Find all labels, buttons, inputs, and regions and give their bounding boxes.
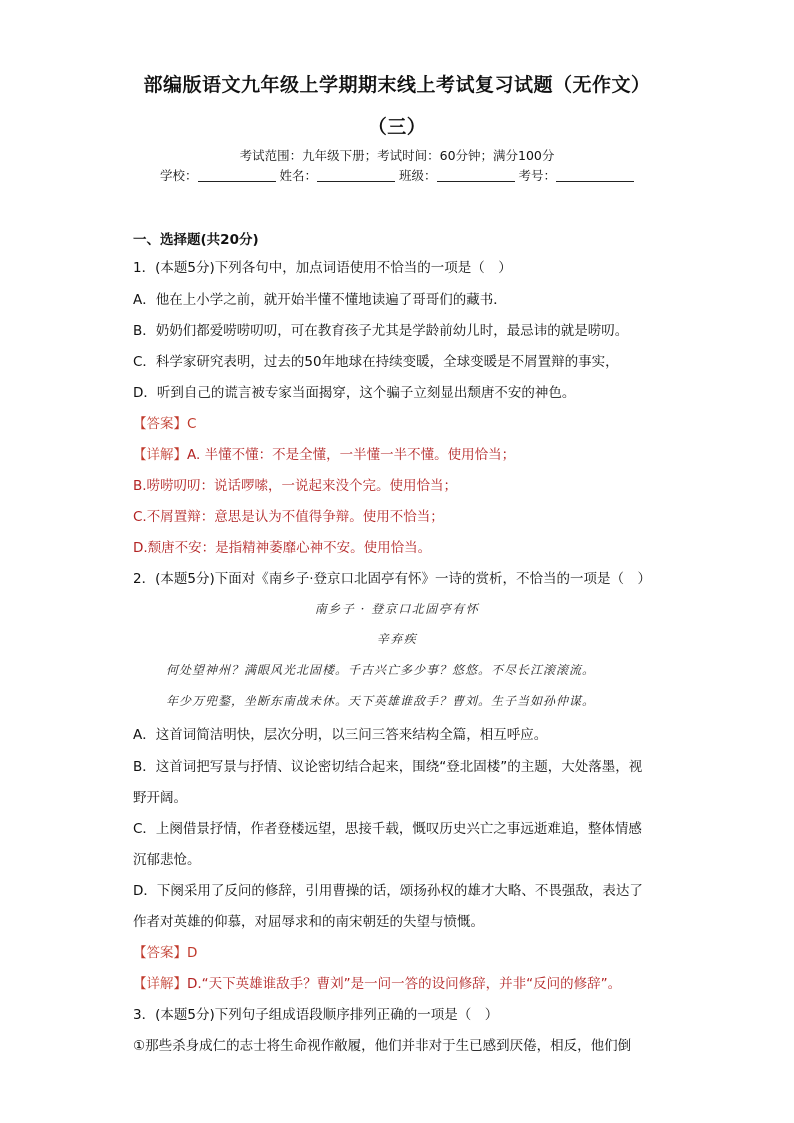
- document-subtitle: （三）: [367, 116, 427, 138]
- q1-answer: [133, 412, 196, 432]
- school-field[interactable]: [198, 169, 276, 182]
- q3-sentence-1: ①那些杀身成仁的志士将生命视作敝履，他们并非对于生已感到厌倦，相反，他们倒: [133, 1038, 632, 1054]
- name-field[interactable]: [317, 169, 395, 182]
- q2-answer: [133, 941, 197, 961]
- poem-line-1: 何处望神州？满眼风光北固楼。千古兴亡多少事？悠悠。不尽长江滚滚流。: [166, 663, 596, 677]
- detail-text: A. 半懂不懂：不是全懂，一半懂一半不懂。使用恰当；: [187, 447, 516, 463]
- q1-detail-2: B.唠唠叨叨：说话啰嗦，一说起来没个完。使用恰当；: [133, 478, 458, 494]
- number-field[interactable]: [556, 169, 634, 182]
- answer-value: D: [187, 945, 198, 961]
- q2-stem: 2．(本题5分)下面对《南乡子·登京口北固亭有怀》一诗的赏析，不恰当的一项是（ ）: [133, 571, 652, 587]
- exam-info: 考试范围：九年级下册；考试时间：60分钟；满分100分: [239, 148, 555, 163]
- q1-option-d: D．听到自己的谎言被专家当面揭穿，这个骗子立刻显出颓唐不安的神色。: [133, 385, 576, 401]
- answer-value: C: [187, 416, 197, 432]
- poem-title: 南乡子 · 登京口北固亭有怀: [314, 602, 480, 616]
- q2-option-c-cont: 沉郁悲怆。: [133, 852, 201, 868]
- number-label: 考号：: [518, 168, 556, 183]
- q2-option-c: C．上阕借景抒情，作者登楼远望，思接千载，慨叹历史兴亡之事远逝难追，整体情感: [133, 821, 642, 837]
- q1-option-a: A．他在上小学之前，就开始半懂不懂地读遍了哥哥们的藏书．: [133, 292, 507, 308]
- q2-option-a: A．这首词简洁明快，层次分明，以三问三答来结构全篇，相互呼应。: [133, 727, 548, 743]
- q1-detail-4: D.颓唐不安：是指精神萎靡心神不安。使用恰当。: [133, 540, 432, 556]
- q1-stem: 1．(本题5分)下列各句中，加点词语使用不恰当的一项是（ ）: [133, 260, 512, 276]
- detail-label: 【详解】: [133, 447, 187, 463]
- section-heading: 一、选择题(共20分): [133, 232, 259, 248]
- document-title: 部编版语文九年级上学期期末线上考试复习试题（无作文）: [143, 74, 651, 96]
- class-field[interactable]: [437, 169, 515, 182]
- poem-line-2: 年少万兜鍪，坐断东南战未休。天下英雄谁敌手？曹刘。生子当如孙仲谋。: [166, 694, 596, 708]
- q2-option-d: D．下阕采用了反问的修辞，引用曹操的话，颂扬孙权的雄才大略、不畏强敌，表达了: [133, 883, 643, 899]
- q1-option-c: C．科学家研究表明，过去的50年地球在持续变暖，全球变暖是不屑置辩的事实，: [133, 354, 619, 370]
- class-label: 班级：: [398, 168, 437, 183]
- detail-text: D.“天下英雄谁敌手？曹刘”是一问一答的设问修辞，并非“反问的修辞”。: [187, 976, 622, 992]
- q1-option-b: B．奶奶们都爱唠唠叨叨，可在教育孩子尤其是学龄前幼儿时，最忌讳的就是唠叨。: [133, 323, 629, 339]
- q1-detail-3: C.不屑置辩：意思是认为不值得争辩。使用不恰当；: [133, 509, 444, 525]
- q2-option-b: B．这首词把写景与抒情、议论密切结合起来，围绕“登北固楼”的主题，大处落墨，视: [133, 759, 643, 775]
- answer-label: 【答案】: [133, 416, 187, 432]
- q2-option-d-cont: 作者对英雄的仰慕，对屈辱求和的南宋朝廷的失望与愤慨。: [133, 914, 484, 930]
- detail-label: 【详解】: [133, 976, 187, 992]
- q2-detail: [133, 972, 621, 992]
- poem-author: 辛弃疾: [376, 632, 418, 646]
- answer-label: 【答案】: [133, 945, 187, 961]
- q2-option-b-cont: 野开阔。: [133, 790, 187, 806]
- name-label: 姓名：: [279, 168, 317, 183]
- q1-detail-1: [133, 443, 515, 463]
- q3-stem: 3．(本题5分)下列句子组成语段顺序排列正确的一项是（ ）: [133, 1007, 499, 1023]
- student-info-row: [0, 166, 794, 184]
- school-label: 学校：: [159, 168, 198, 183]
